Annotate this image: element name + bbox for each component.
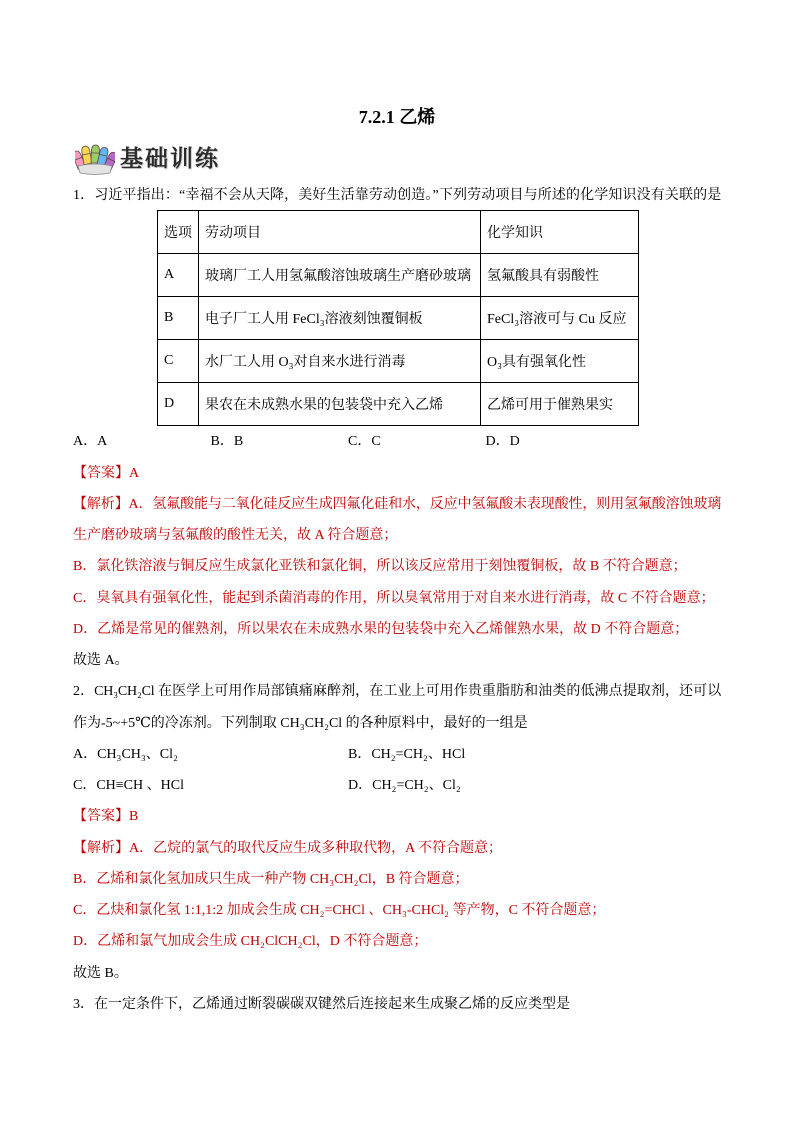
- table-cell: D: [158, 383, 199, 426]
- analysis-text: A．氢氟酸能与二氧化硅反应生成四氟化硅和水，反应中氢氟酸未表现酸性，则用氢氟酸溶蚀玻璃: [128, 496, 722, 512]
- table-cell: 氢氟酸具有弱酸性: [481, 254, 639, 297]
- table-cell: A: [158, 254, 199, 297]
- q2-analysis-line: D．乙烯和氯气加成会生成 CH₂ClCH₂Cl，D 不符合题意；: [73, 934, 428, 950]
- option-a: A．CH₃CH₃、Cl₂: [73, 746, 178, 762]
- table-row-b: [158, 297, 639, 340]
- section-label: 基础训练: [120, 146, 220, 172]
- q2-answer: [73, 801, 721, 832]
- q2-analysis-line: B．乙烯和氯化氢加成只生成一种产物 CH₃CH₂Cl，B 符合题意；: [73, 871, 469, 887]
- q1-table: [157, 210, 639, 426]
- q1-answer: [73, 458, 721, 489]
- q1-analysis-line: [73, 489, 721, 520]
- table-cell: 水厂工人用 O₃对自来水进行消毒: [199, 340, 481, 383]
- table-header-row: [158, 211, 639, 254]
- q1-options: [73, 426, 721, 457]
- table-cell: 果农在未成熟水果的包装袋中充入乙烯: [199, 383, 481, 426]
- q2-conclusion: 故选 B。: [73, 965, 128, 981]
- analysis-label: 【解析】: [73, 496, 129, 512]
- q2-options-row: [73, 739, 721, 770]
- option-b: B．B: [210, 434, 244, 450]
- table-header-cell: 化学知识: [481, 211, 639, 254]
- section-header: [75, 141, 220, 177]
- table-cell: C: [158, 340, 199, 383]
- table-cell: 乙烯可用于催熟果实: [481, 383, 639, 426]
- option-c: C．CH≡CH 、HCl: [73, 778, 184, 793]
- table-row-c: [158, 340, 639, 383]
- q2-options-row: [73, 770, 721, 801]
- table-cell: O₃具有强氧化性: [481, 340, 639, 383]
- q1-analysis-line: 生产磨砂玻璃与氢氟酸的酸性无关，故 A 符合题意；: [73, 528, 398, 543]
- option-b: B．CH₂=CH₂、HCl: [348, 746, 466, 762]
- option-d: D．D: [485, 434, 520, 450]
- option-a: A．A: [73, 434, 108, 450]
- option-d: D．CH₂=CH₂、Cl₂: [348, 778, 461, 793]
- q2-analysis-line: C．乙炔和氯化氢 1:1,1:2 加成会生成 CH₂=CHCl 、CH₃-CHCl₂ 等产物，C 不符合题意；: [73, 903, 606, 918]
- crayons-icon: [75, 142, 115, 176]
- answer-value: A: [129, 465, 140, 481]
- q2-stem-line: 作为-5~+5℃的冷冻剂。下列制取 CH₃CH₂Cl 的各种原料中，最好的一组是: [73, 715, 528, 731]
- table-row-a: [158, 254, 639, 297]
- table-row-d: [158, 383, 639, 426]
- table-header-cell: 劳动项目: [199, 211, 481, 254]
- q1-analysis-line: B．氯化铁溶液与铜反应生成氯化亚铁和氯化铜，所以该反应常用于刻蚀覆铜板，故 B 不符合题意；: [73, 559, 687, 575]
- q1-analysis-line: C．臭氧具有强氧化性，能起到杀菌消毒的作用，所以臭氧常用于对自来水进行消毒，故 C 不符合题意；: [73, 590, 715, 606]
- q2-stem-line: 2．CH₃CH₂Cl 在医学上可用作局部镇痛麻醉剂，在工业上可用作贵重脂肪和油类的低沸点提取剂，还可以: [73, 684, 721, 700]
- table-cell: 玻璃厂工人用氢氟酸溶蚀玻璃生产磨砂玻璃: [199, 254, 481, 297]
- q1-stem: 1．习近平指出：“幸福不会从天降，美好生活靠劳动创造。”下列劳动项目与所述的化学知识没有关联的是: [73, 188, 721, 203]
- q3-stem: 3．在一定条件下，乙烯通过断裂碳碳双键然后连接起来生成聚乙烯的反应类型是: [73, 996, 570, 1012]
- q1-analysis-line: D．乙烯是常见的催熟剂，所以果农在未成熟水果的包装袋中充入乙烯催熟水果，故 D 不符合题意；: [73, 621, 689, 637]
- page-title: 7.2.1 乙烯: [358, 107, 436, 127]
- option-c: C．C: [348, 434, 381, 450]
- table-header-cell: 选项: [158, 211, 199, 254]
- answer-value: B: [129, 809, 139, 825]
- answer-label: 【答案】: [73, 465, 129, 481]
- table-cell: FeCl₃溶液可与 Cu 反应: [481, 297, 639, 340]
- answer-label: 【答案】: [73, 809, 129, 825]
- analysis-text: A．乙烷的氯气的取代反应生成多种取代物，A 不符合题意；: [129, 840, 502, 856]
- q1-conclusion: 故选 A。: [73, 653, 129, 668]
- table-cell: 电子厂工人用 FeCl₃溶液刻蚀覆铜板: [199, 297, 481, 340]
- analysis-label: 【解析】: [73, 840, 129, 856]
- table-cell: B: [158, 297, 199, 340]
- q2-analysis-line: [73, 833, 721, 864]
- document-body: [73, 180, 721, 1020]
